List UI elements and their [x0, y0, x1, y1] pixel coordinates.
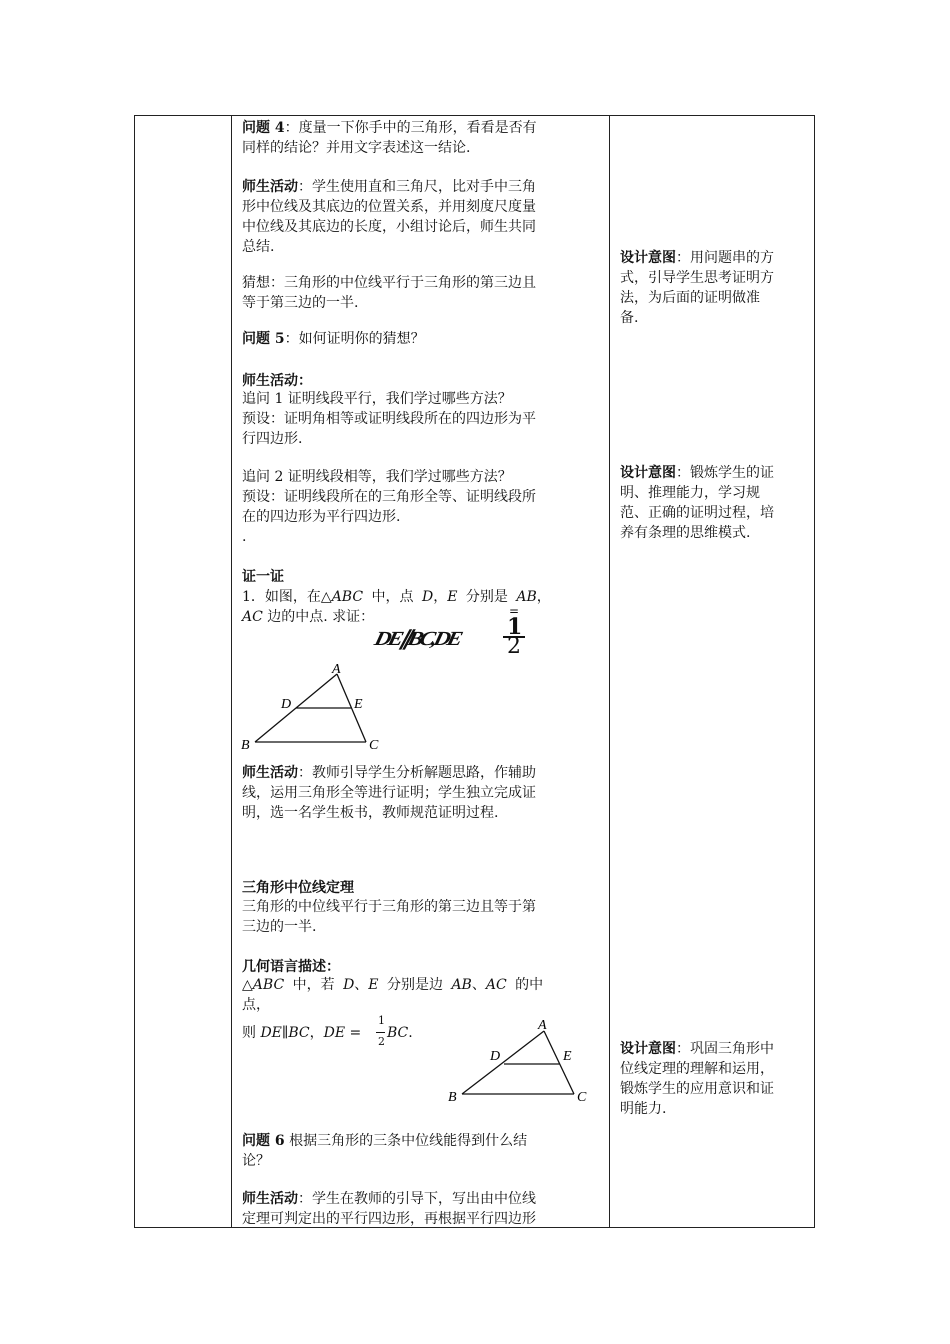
- column-divider-1: [231, 116, 232, 1227]
- follow-up-2: 追问 2 证明线段相等，我们学过哪些方法？: [242, 469, 512, 485]
- activity-1-line2: 形中位线及其底边的位置关系，并用刻度尺度量: [242, 199, 536, 215]
- activity-3: 师生活动：教师引导学生分析解题思路，作辅助: [242, 765, 536, 781]
- activity-1-line4: 总结.: [242, 239, 275, 255]
- preset-2: 预设：证明线段所在的三角形全等、证明线段所: [242, 489, 536, 505]
- stray-dot: .: [242, 529, 247, 545]
- activity-4-line2: 定理可判定出的平行四边形，再根据平行四边形: [242, 1211, 536, 1227]
- activity-4: 师生活动：学生在教师的引导下，写出由中位线: [242, 1191, 536, 1207]
- label-b-2: B: [448, 1090, 457, 1105]
- design-intent-1: 设计意图：用问题串的方: [620, 250, 774, 266]
- prove-title: 证一证: [242, 569, 284, 585]
- theorem-title: 三角形中位线定理: [242, 880, 354, 896]
- preset-2-line2: 在的四边形为平行四边形.: [242, 509, 401, 525]
- design-intent-2-line4: 养有条理的思维模式.: [620, 525, 751, 541]
- question-4-line2: 同样的结论？并用文字表述这一结论.: [242, 140, 471, 156]
- preset-1-line2: 行四边形.: [242, 431, 303, 447]
- label-c-2: C: [577, 1090, 587, 1105]
- activity-1-line3: 中位线及其底边的长度，小组讨论后，师生共同: [242, 219, 536, 235]
- activity-2: 师生活动：: [242, 373, 312, 389]
- guess: 猜想：三角形的中位线平行于三角形的第三边且: [242, 275, 536, 291]
- design-intent-3-line2: 位线定理的理解和运用，: [620, 1061, 774, 1077]
- label-e-2: E: [563, 1049, 572, 1064]
- question-5: 问题 5：如何证明你的猜想？: [242, 331, 425, 347]
- design-intent-2: 设计意图：锻炼学生的证: [620, 465, 774, 481]
- label-d-2: D: [490, 1049, 501, 1064]
- question-6: 问题 6 根据三角形的三条中位线能得到什么结: [242, 1133, 528, 1149]
- preset-1: 预设：证明角相等或证明线段所在的四边形为平: [242, 411, 536, 427]
- design-intent-3-line4: 明能力.: [620, 1101, 667, 1117]
- triangle-diagram-1: [235, 661, 395, 751]
- prove-line2: AC 边的中点. 求证：: [242, 609, 375, 625]
- design-intent-1-line2: 式，引导学生思考证明方: [620, 270, 774, 286]
- question-4: 问题 4：度量一下你手中的三角形，看看是否有: [242, 120, 537, 136]
- label-c: C: [369, 738, 379, 751]
- triangle-diagram-2: [440, 1014, 610, 1109]
- label-a-2: A: [538, 1018, 547, 1033]
- geometry-title: 几何语言描述：: [242, 959, 340, 975]
- design-intent-1-line4: 备.: [620, 310, 639, 326]
- label-a: A: [332, 662, 341, 677]
- geometry-line2: 点，: [242, 997, 270, 1013]
- question-6-line2: 论？: [242, 1153, 270, 1169]
- design-intent-2-line3: 范、正确的证明过程，培: [620, 505, 774, 521]
- geometry-line1: △ABC 中，若 D、E 分别是边 AB、AC 的中: [242, 977, 544, 993]
- design-intent-3: 设计意图：巩固三角形中: [620, 1041, 774, 1057]
- label-b: B: [241, 738, 250, 751]
- label-e: E: [354, 697, 363, 712]
- garbled-formula: = DE∥BC,DE 1 2: [375, 606, 545, 656]
- design-intent-1-line3: 法，为后面的证明做准: [620, 290, 760, 306]
- theorem-line2: 三边的一半.: [242, 919, 317, 935]
- lesson-table: [134, 115, 815, 1228]
- prove-line1: 1．如图，在△ABC 中，点 D，E 分别是 AB，: [242, 589, 551, 605]
- label-d: D: [281, 697, 292, 712]
- follow-up-1: 追问 1 证明线段平行，我们学过哪些方法？: [242, 391, 512, 407]
- design-intent-3-line3: 锻炼学生的应用意识和证: [620, 1081, 774, 1097]
- theorem-line1: 三角形的中位线平行于三角形的第三边且等于第: [242, 899, 536, 915]
- geometry-line3: 则 DE∥BC，DE = 1 2 BC.: [242, 1014, 413, 1048]
- activity-3-line3: 明，选一名学生板书，教师规范证明过程.: [242, 805, 499, 821]
- design-intent-2-line2: 明、推理能力，学习规: [620, 485, 760, 501]
- activity-1: 师生活动：学生使用直和三角尺，比对手中三角: [242, 179, 536, 195]
- activity-3-line2: 线，运用三角形全等进行证明；学生独立完成证: [242, 785, 536, 801]
- guess-line2: 等于第三边的一半.: [242, 295, 359, 311]
